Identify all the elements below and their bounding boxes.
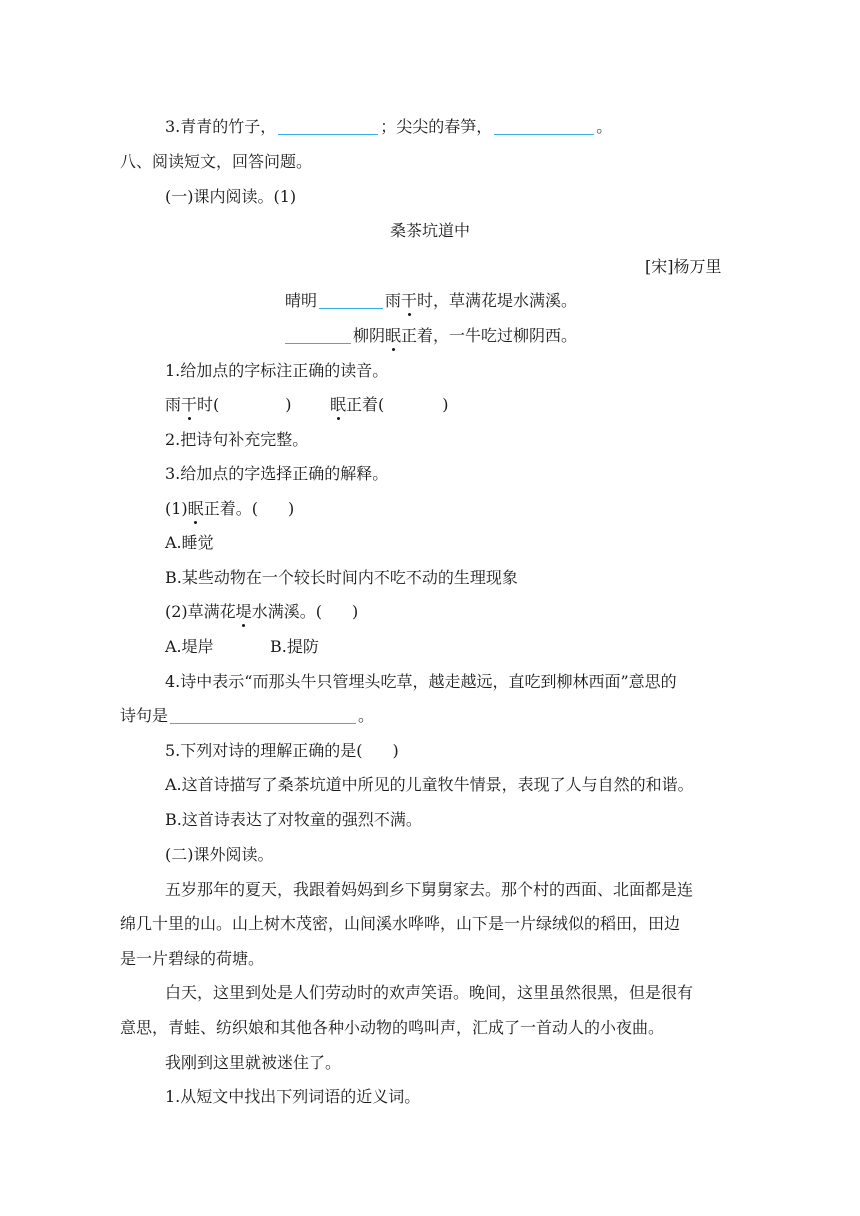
dotted-character: 眠 [187, 499, 204, 518]
passage-line: 五岁那年的夏天，我跟着妈妈到乡下舅舅家去。那个村的西面、北面都是连 [165, 880, 694, 899]
option-a: A.这首诗描写了桑茶坑道中所见的儿童牧牛情景，表现了人与自然的和谐。 [165, 775, 694, 794]
question-7-3: 3.青青的竹子， ；尖尖的春笋， 。 [165, 117, 613, 136]
answer-blank[interactable] [285, 327, 351, 344]
option-b: B.某些动物在一个较长时间内不吃不动的生理现象 [165, 568, 518, 587]
dotted-character: 干 [401, 291, 418, 310]
passage-line: 意思，青蛙、纺织娘和其他各种小动物的鸣叫声，汇成了一首动人的小夜曲。 [120, 1018, 665, 1037]
question-synonyms: 1.从短文中找出下列词语的近义词。 [165, 1087, 421, 1106]
passage-line: 白天，这里到处是人们劳动时的欢声笑语。晚间，这里虽然很黑，但是很有 [165, 983, 694, 1002]
question-4-answer-line: 诗句是 。 [120, 706, 375, 725]
question-5: 5.下列对诗的理解正确的是( ) [165, 741, 399, 760]
answer-blank[interactable] [494, 118, 594, 135]
option-b: B.这首诗表达了对牧童的强烈不满。 [165, 810, 422, 829]
passage-line: 是一片碧绿的荷塘。 [120, 949, 265, 968]
option-a: A.堤岸 [165, 637, 214, 656]
poem-line-2: 柳阴眠正着，一牛吃过柳阴西。 [285, 326, 577, 346]
answer-blank[interactable] [170, 707, 356, 724]
dotted-character: 堤 [235, 602, 252, 621]
question-1: 1.给加点的字标注正确的读音。 [165, 361, 389, 380]
option-a: A.睡觉 [165, 533, 214, 552]
question-3-sub-1: (1)眠正着。( ) [165, 499, 295, 518]
option-b: B.提防 [270, 637, 319, 656]
part-heading: (一)课内阅读。(1) [165, 187, 297, 206]
question-4: 4.诗中表示“而那头牛只管埋头吃草，越走越远，直吃到柳林西面”意思的 [165, 672, 677, 691]
section-heading: 八、阅读短文，回答问题。 [120, 152, 313, 171]
question-2: 2.把诗句补充完整。 [165, 430, 309, 449]
part-heading: (二)课外阅读。 [165, 845, 274, 864]
poem-author: [宋]杨万里 [645, 257, 722, 276]
passage-line: 绵几十里的山。山上树木茂密，山间溪水哗哗，山下是一片绿绒似的稻田，田边 [120, 914, 681, 933]
answer-blank[interactable] [319, 292, 383, 309]
dotted-character: 眠 [385, 326, 402, 345]
question-3: 3.给加点的字选择正确的解释。 [165, 464, 389, 483]
passage-line: 我刚到这里就被迷住了。 [165, 1053, 342, 1072]
dotted-character: 干 [181, 395, 198, 414]
dotted-character: 眠 [330, 395, 347, 414]
answer-blank[interactable] [278, 118, 378, 135]
pronunciation-item-1: 雨干时( ) [165, 395, 292, 414]
question-3-sub-2: (2)草满花堤水满溪。( ) [165, 602, 359, 621]
pronunciation-item-2: 眠正着( ) [330, 395, 449, 414]
poem-title: 桑茶坑道中 [389, 221, 470, 240]
poem-line-1: 晴明 雨干时，草满花堤水满溪。 [285, 291, 578, 310]
